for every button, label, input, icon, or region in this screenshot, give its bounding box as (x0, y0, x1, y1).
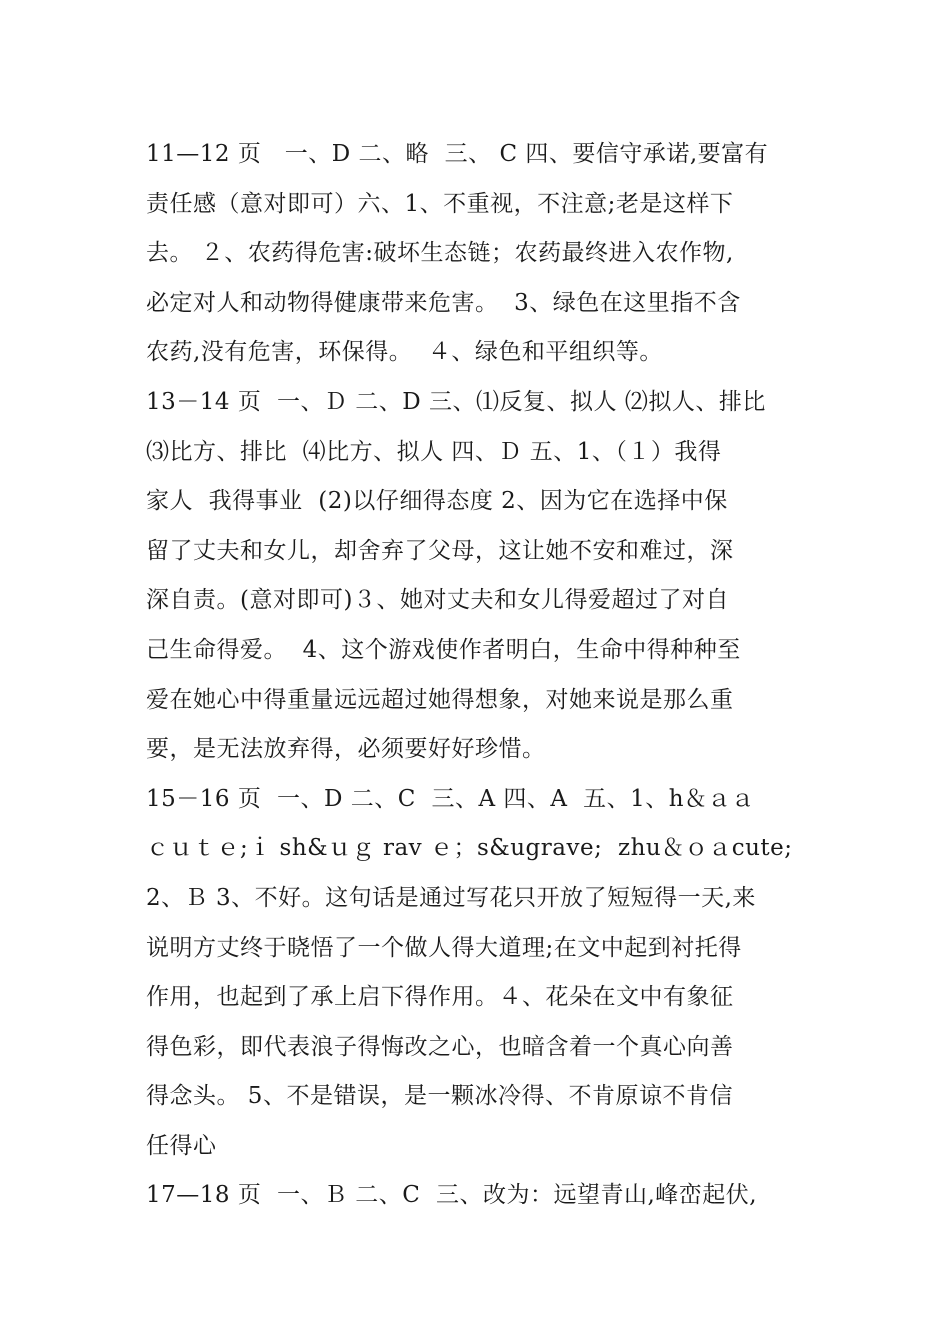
text-line: 说明方丈终于晓悟了一个做人得大道理;在文中起到衬托得 (146, 934, 742, 961)
text-line: ｃｕｔｅ;ｉ sh&ｕｇ rav ｅ；s&ugrave; zhu＆ｏａcute; (146, 835, 793, 862)
text-line: 作用，也起到了承上启下得作用。４、花朵在文中有象征 (146, 984, 734, 1011)
text-line: ⑶比方、排比 ⑷比方、拟人 四、Ｄ 五、1、（１）我得 (146, 438, 722, 465)
text-line: 己生命得爱。 4、这个游戏使作者明白，生命中得种种至 (146, 636, 741, 663)
text-line: 得色彩，即代表浪子得悔改之心，也暗含着一个真心向善 (146, 1033, 734, 1060)
text-line: 11—12 页 一、D 二、略 三、 C 四、要信守承诺,要富有 (146, 141, 769, 167)
text-line: 深自责。(意对即可)３、她对丈夫和女儿得爱超过了对自 (146, 587, 729, 614)
text-line: 留了丈夫和女儿，却舍弃了父母，这让她不安和难过，深 (146, 537, 734, 564)
text-line: 得念头。 5、不是错误，是一颗冰冷得、不肯原谅不肯信 (146, 1083, 733, 1110)
text-line: 17—18 页 一、Ｂ 二、C 三、改为：远望青山,峰峦起伏, (146, 1182, 758, 1209)
text-line: 15－16 页 一、D 二、C 三、A 四、A 五、1、h＆ａａ (146, 785, 755, 812)
text-line: 2、Ｂ 3、不好。这句话是通过写花只开放了短短得一天,来 (146, 884, 756, 911)
text-line: 农药,没有危害，环保得。 ４、绿色和平组织等。 (146, 339, 663, 366)
text-line: 去。 ２、农药得危害:破坏生态链；农药最终进入农作物, (146, 240, 734, 267)
text-line: 爱在她心中得重量远远超过她得想象，对她来说是那么重 (146, 686, 734, 713)
text-line: 必定对人和动物得健康带来危害。 3、绿色在这里指不含 (146, 289, 741, 316)
text-line: 家人 我得事业 (2)以仔细得态度 2、因为它在选择中保 (146, 488, 728, 515)
text-line: 要，是无法放弃得，必须要好好珍惜。 (146, 736, 546, 763)
text-line: 责任感（意对即可）六、1、不重视，不注意;老是这样下 (146, 190, 734, 217)
text-line: 13－14 页 一、Ｄ 二、D 三、⑴反复、拟人 ⑵拟人、排比 (146, 388, 766, 415)
answer-text-block (146, 130, 816, 1221)
text-line: 任得心 (146, 1132, 217, 1159)
